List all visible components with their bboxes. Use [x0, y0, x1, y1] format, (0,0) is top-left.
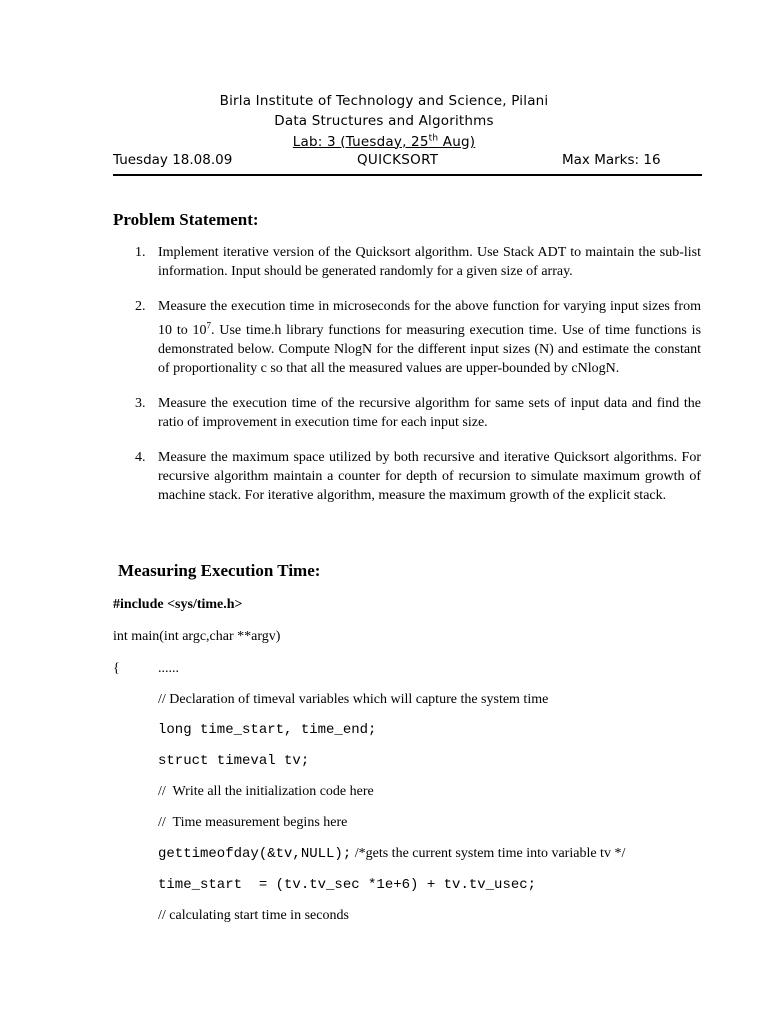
- problem-number: 1.: [135, 245, 146, 260]
- problem-item: [113, 243, 701, 281]
- comment-measure-begin: // Time measurement begins here: [158, 815, 348, 830]
- comment-calc-start: // calculating start time in seconds: [158, 908, 349, 923]
- lab-date: Tuesday 18.08.09: [113, 152, 233, 168]
- problem-number: 4.: [135, 449, 146, 465]
- lab-title: Lab: 3 (Tuesday, 25th Aug): [292, 133, 476, 150]
- problem-text: Measure the execution time of the recursive algorithm for same sets of input data and find the ratio of improvement in execution time for each input size.: [158, 395, 701, 430]
- problem-item: [113, 448, 701, 505]
- open-brace: {: [113, 661, 120, 676]
- problem-list: [113, 243, 701, 505]
- problem-item: [113, 297, 701, 378]
- problem-text: Measure the maximum space utilized by both recursive and iterative Quicksort algorithms. For recursive algorithm maintain a counter for depth of recursion to simulate maximum growth of machine stack. For iterative algorithm, measure the maximum growth of the explicit stack.: [158, 449, 701, 503]
- include-line: #include <sys/time.h>: [113, 597, 243, 612]
- comment-initialization: // Write all the initialization code here: [158, 784, 374, 799]
- problem-text: Measure the execution time in microseconds for the above function for varying input sizes from 10 to $10^7$. Use time.h library functions for measuring execution time. Use of time functions is demonstrated below. Compute NlogN for the different input sizes (N) and estimate the constant of proportionality c so that all the measured values are upper-bounded by cNlogN.: [158, 299, 702, 376]
- lab-topic: QUICKSORT: [357, 152, 439, 168]
- course-name: Data Structures and Algorithms: [274, 113, 494, 129]
- problem-item: [113, 394, 701, 432]
- max-marks: Max Marks: 16: [562, 152, 661, 168]
- measuring-heading: Measuring Execution Time:: [118, 561, 321, 580]
- problem-number: 2.: [135, 299, 146, 314]
- institute-name: Birla Institute of Technology and Science, Pilani: [219, 93, 549, 109]
- gettimeofday-line: gettimeofday(&tv,NULL); /*gets the current system time into variable tv */: [158, 846, 626, 862]
- problem-text: Implement iterative version of the Quicksort algorithm. Use Stack ADT to maintain the sub-list information. Input should be generated randomly for a given size of array.: [158, 245, 701, 279]
- ellipsis-dots: ......: [158, 661, 179, 676]
- problem-statement-heading: Problem Statement:: [113, 210, 259, 229]
- code-long-decl: long time_start, time_end;: [158, 722, 377, 738]
- comment-declaration: // Declaration of timeval variables which will capture the system time: [158, 692, 549, 707]
- problem-number: 3.: [135, 395, 146, 411]
- code-struct-decl: struct timeval tv;: [158, 753, 310, 769]
- main-signature: int main(int argc,char **argv): [113, 629, 281, 644]
- code-time-start: time_start = (tv.tv_sec *1e+6) + tv.tv_usec;: [158, 877, 537, 893]
- header-divider: [113, 174, 702, 176]
